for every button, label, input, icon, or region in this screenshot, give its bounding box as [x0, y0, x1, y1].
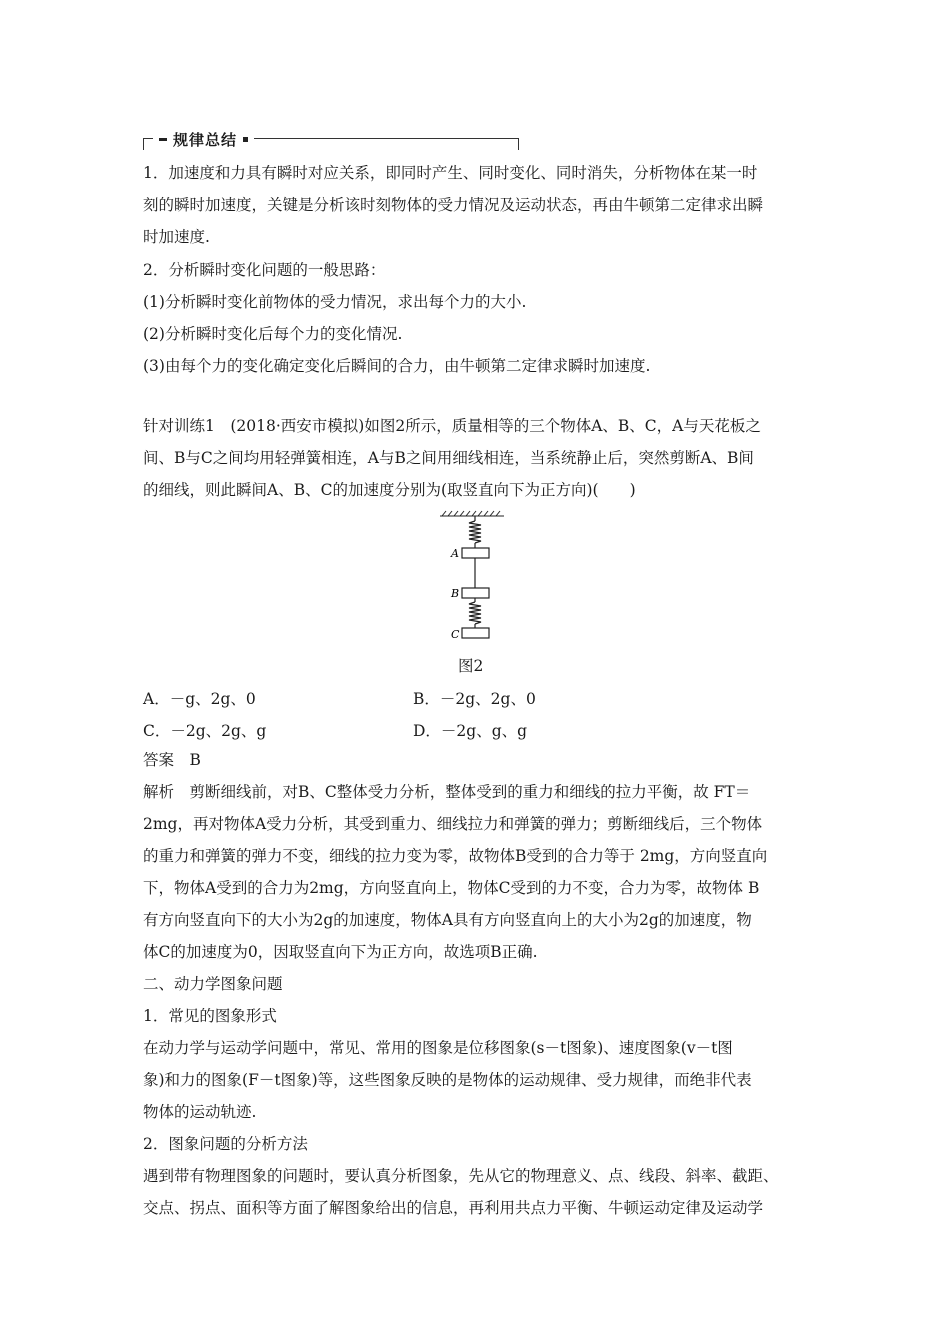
section2-p2-line2: 交点、拐点、面积等方面了解图象给出的信息，再利用共点力平衡、牛顿运动定律及运动学: [143, 1199, 764, 1217]
block-b-label: B: [451, 587, 460, 600]
analysis-line2: 2mg，再对物体A受力分析，其受到重力、细线拉力和弹簧的弹力；剪断细线后，三个物体: [143, 815, 763, 833]
section2-title: 二、动力学图象问题: [143, 975, 283, 993]
header-right-tick: [518, 138, 519, 150]
section2-p1-line3: 物体的运动轨迹.: [143, 1103, 257, 1121]
option-c: C．－2g、2g、g: [143, 722, 267, 740]
analysis-line1: 解析 剪断细线前，对B、C整体受力分析，整体受到的重力和细线的拉力平衡，故 FT＝: [143, 783, 751, 801]
square-icon: [243, 137, 248, 142]
block-b: [462, 588, 489, 598]
analysis-line4: 下，物体A受到的合力为2mg，方向竖直向上，物体C受到的力不变，合力为零，故物体 B: [143, 879, 760, 897]
header-label-wrap: [153, 129, 254, 149]
summary-p1-line1: 1．加速度和力具有瞬时对应关系，即同时产生、同时变化、同时消失，分析物体在某一时: [143, 164, 758, 182]
header-left-tick: [143, 138, 144, 150]
section2-p1-line1: 在动力学与运动学问题中，常见、常用的图象是位移图象(s－t图象)、速度图象(v－t图: [143, 1039, 733, 1057]
option-a: A．－g、2g、0: [143, 690, 256, 708]
summary-p1-line3: 时加速度.: [143, 228, 210, 246]
lower-spring: [469, 598, 481, 628]
section2-h1: 1．常见的图象形式: [143, 1007, 277, 1025]
rule-summary-header: [143, 129, 519, 151]
option-b: B．－2g、2g、0: [413, 690, 536, 708]
analysis-line5: 有方向竖直向下的大小为2g的加速度，物体A具有方向竖直向上的大小为2g的加速度，物: [143, 911, 752, 929]
summary-p3: (1)分析瞬时变化前物体的受力情况，求出每个力的大小.: [143, 293, 527, 311]
block-c: [462, 628, 489, 638]
question-line1: 针对训练1 (2018·西安市模拟)如图2所示，质量相等的三个物体A、B、C，A与天花板之: [143, 417, 761, 435]
section2-p2-line1: 遇到带有物理图象的问题时，要认真分析图象，先从它的物理意义、点、线段、斜率、截距、: [143, 1167, 779, 1185]
ceiling-hatch: [440, 511, 504, 516]
figure-caption: 图2: [458, 657, 484, 675]
analysis-line3: 的重力和弹簧的弹力不变，细线的拉力变为零，故物体B受到的合力等于 2mg，方向竖直向: [143, 847, 768, 865]
analysis-line6: 体C的加速度为0，因取竖直向下为正方向，故选项B正确.: [143, 943, 538, 961]
section2-h2: 2．图象问题的分析方法: [143, 1135, 308, 1153]
section2-p1-line2: 象)和力的图象(F－t图象)等，这些图象反映的是物体的运动规律、受力规律，而绝非代表: [143, 1071, 752, 1089]
dash-icon: [159, 138, 167, 141]
block-c-label: C: [451, 628, 460, 641]
summary-p5: (3)由每个力的变化确定变化后瞬间的合力，由牛顿第二定律求瞬时加速度.: [143, 357, 651, 375]
spring-block-figure: [438, 508, 518, 648]
question-line2: 间、B与C之间均用轻弹簧相连，A与B之间用细线相连，当系统静止后，突然剪断A、B间: [143, 449, 754, 467]
upper-spring: [469, 516, 481, 548]
block-a: [462, 548, 489, 558]
answer: 答案 B: [143, 751, 201, 769]
summary-p4: (2)分析瞬时变化后每个力的变化情况.: [143, 325, 403, 343]
option-d: D．－2g、g、g: [413, 722, 528, 740]
summary-p2: 2．分析瞬时变化问题的一般思路：: [143, 261, 386, 279]
section-header-label: 规律总结: [173, 130, 238, 149]
block-a-label: A: [451, 547, 459, 560]
question-line3: 的细线，则此瞬间A、B、C的加速度分别为(取竖直向下为正方向)( ): [143, 481, 636, 499]
summary-p1-line2: 刻的瞬时加速度，关键是分析该时刻物体的受力情况及运动状态，再由牛顿第二定律求出瞬: [143, 196, 764, 214]
